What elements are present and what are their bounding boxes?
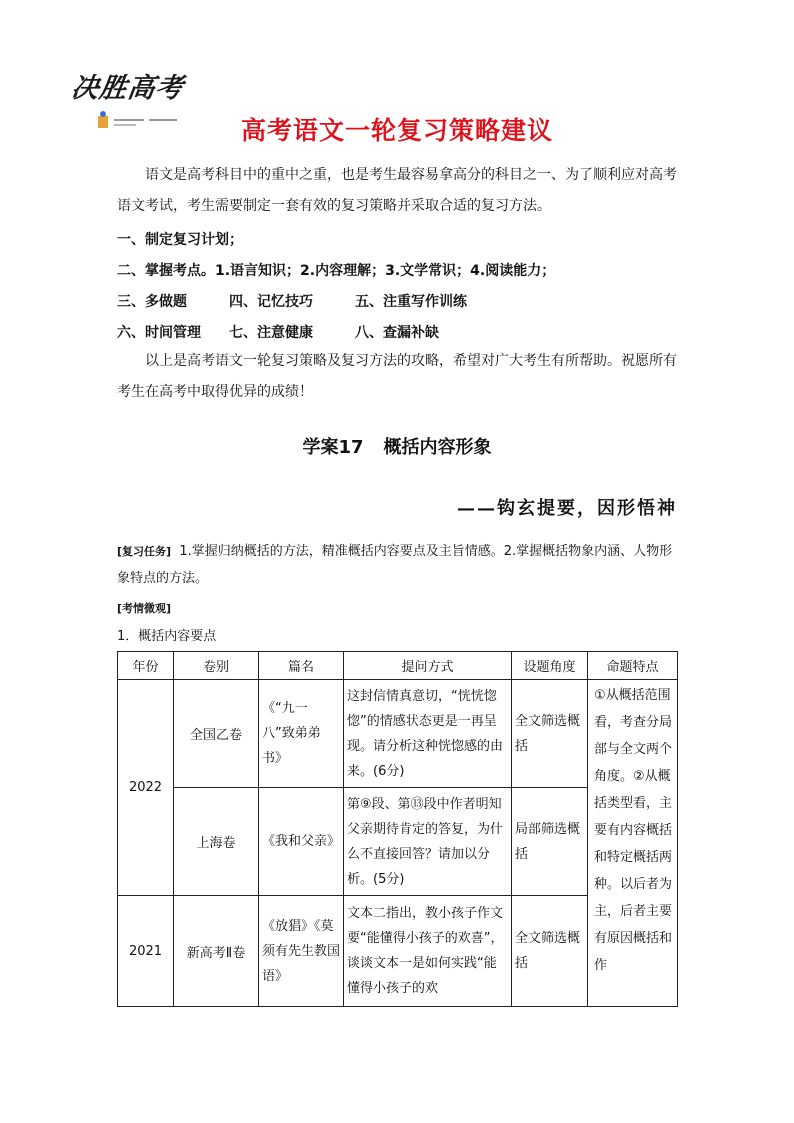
intro-item-7: 七、注意健康 xyxy=(229,325,313,341)
table-header: 设题角度 xyxy=(512,652,588,680)
closing-paragraph: 以上是高考语文一轮复习策略及复习方法的攻略，希望对广大考生有所帮助。祝愿所有考生在高考中取得优异的成绩！ xyxy=(117,353,677,400)
title-cell: 《我和父亲》 xyxy=(259,788,344,896)
page-title: 高考语文一轮复习策略建议 xyxy=(240,116,553,145)
intro-item-row-3 xyxy=(117,291,467,311)
intro-item-6: 六、时间管理 xyxy=(117,325,201,341)
intro-item-row-4 xyxy=(117,322,439,342)
intro-paragraph: 语文是高考科目中的重中之重，也是考生最容易拿高分的科目之一、为了顺利应对高考语文考试，考生需要制定一套有效的复习策略并采取合适的复习方法。 xyxy=(117,167,677,214)
angle-cell: 局部筛选概括 xyxy=(512,788,588,896)
paper-cell: 新高考Ⅱ卷 xyxy=(174,896,259,1007)
question-cell: 第⑨段、第⑬段中作者明知父亲期待肯定的答复，为什么不直接回答？请加以分析。(5分) xyxy=(344,788,512,896)
intro-item-3: 三、多做题 xyxy=(117,294,187,310)
section-label: 学案17 xyxy=(302,437,364,458)
title-cell: 《“九一八”致弟弟书》 xyxy=(259,680,344,788)
review-task xyxy=(117,538,677,592)
question-cell: 这封信情真意切，“恍恍惚惚”的情感状态更是一再呈现。请分析这种恍惚感的由来。(6分) xyxy=(344,680,512,788)
title-cell: 《放猖》《莫须有先生教国语》 xyxy=(259,896,344,1007)
section-title xyxy=(0,433,794,459)
paper-cell: 上海卷 xyxy=(174,788,259,896)
paper-cell: 全国乙卷 xyxy=(174,680,259,788)
logo-text: 决胜高考 xyxy=(69,73,186,104)
table-header: 提问方式 xyxy=(344,652,512,680)
point-1-heading: 1．概括内容要点 xyxy=(117,629,217,644)
table-row xyxy=(118,680,678,788)
table-header: 命题特点 xyxy=(588,652,678,680)
exam-overview-label: [考情微观] xyxy=(117,602,172,615)
year-cell: 2022 xyxy=(118,680,174,896)
year-cell: 2021 xyxy=(118,896,174,1007)
exam-table xyxy=(117,651,678,1007)
intro-item-5: 五、注重写作训练 xyxy=(355,294,467,310)
intro-item-2: 二、掌握考点。1.语言知识；2.内容理解；3.文学常识；4.阅读能力； xyxy=(117,263,556,279)
intro-item-1: 一、制定复习计划； xyxy=(117,232,243,248)
table-header: 年份 xyxy=(118,652,174,680)
table-header: 卷别 xyxy=(174,652,259,680)
section-subtitle: ——钩玄提要，因形悟神 xyxy=(457,498,677,519)
table-header: 篇名 xyxy=(259,652,344,680)
intro-item-8: 八、查漏补缺 xyxy=(355,325,439,341)
review-task-label: [复习任务] xyxy=(117,545,172,558)
angle-cell: 全文筛选概括 xyxy=(512,680,588,788)
question-cell: 文本二指出，教小孩子作文要“能懂得小孩子的欢喜”，谈谈文本一是如何实践“能懂得小孩子的欢 xyxy=(344,896,512,1007)
table-header-row xyxy=(118,652,678,680)
review-task-text: 1.掌握归纳概括的方法，精准概括内容要点及主旨情感。2.掌握概括物象内涵、人物形象特点的方法。 xyxy=(117,544,673,586)
features-cell: ①从概括范围看，考查分局部与全文两个角度。②从概括类型看，主要有内容概括和特定概括两种。以后者为主，后者主要有原因概括和作 xyxy=(588,680,678,1007)
section-name: 概括内容形象 xyxy=(383,437,492,458)
intro-item-4: 四、记忆技巧 xyxy=(229,294,313,310)
angle-cell: 全文筛选概括 xyxy=(512,896,588,1007)
